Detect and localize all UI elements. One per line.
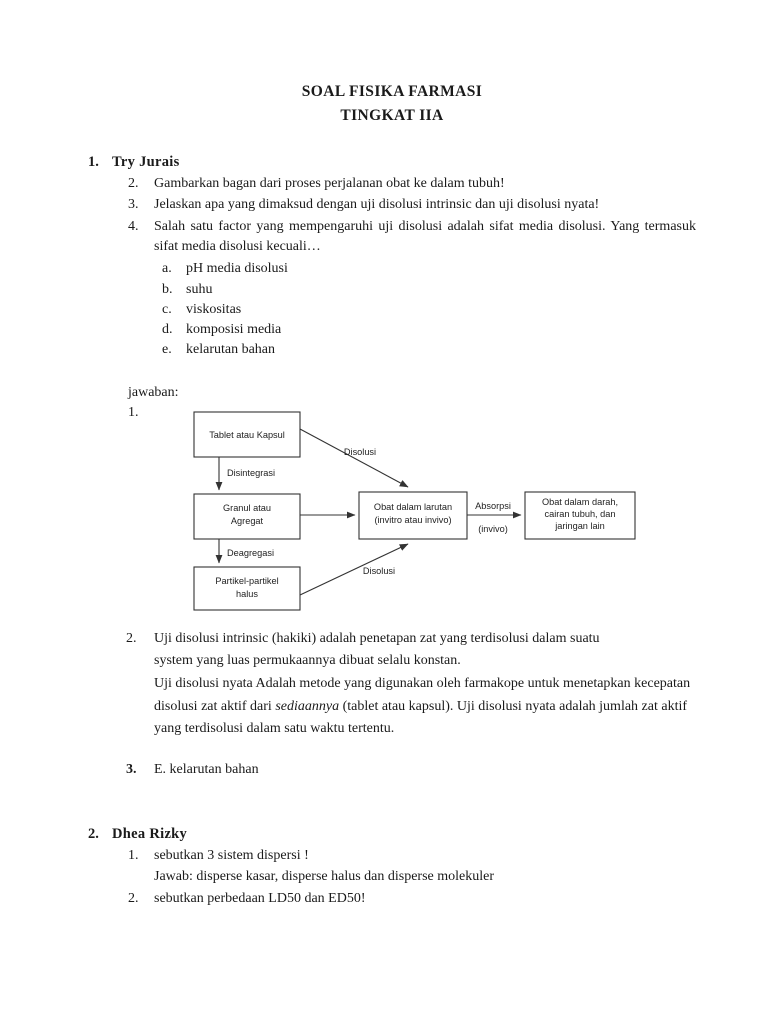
section-number: 2. <box>88 826 99 843</box>
option-marker: a. <box>162 261 172 277</box>
answer-marker: 2. <box>126 630 137 646</box>
edge-label-deagregasi: Deagregasi <box>227 547 274 558</box>
label-partikel-line-1: Partikel-partikel <box>215 575 279 586</box>
edge-label-disolusi-bottom: Disolusi <box>362 565 396 576</box>
arrow-disolusi-tablet <box>300 429 408 487</box>
label-partikel-line-2: halus <box>236 588 258 599</box>
diagram-svg <box>180 407 650 612</box>
question-text: Salah satu factor yang mempengaruhi uji disolusi adalah sifat media disolusi. Yang termasuk sifat media disolusi kecuali… <box>154 218 696 254</box>
answer-marker: 3. <box>126 762 137 778</box>
answer-number: 1. <box>128 404 139 420</box>
option-marker: d. <box>162 322 173 338</box>
option-marker: e. <box>162 342 172 358</box>
question-item <box>128 846 696 866</box>
question-text: Jelaskan apa yang dimaksud dengan uji disolusi intrinsic dan uji disolusi nyata! <box>154 197 600 213</box>
option-item-a <box>162 259 696 279</box>
option-marker: b. <box>162 281 173 297</box>
option-item-c <box>162 300 696 320</box>
section-name: Try Jurais <box>112 154 180 171</box>
question-marker: 2. <box>128 890 139 906</box>
label-granul-line-2: Agregat <box>230 515 264 526</box>
option-marker: c. <box>162 301 172 317</box>
inline-answer-text: Jawab: disperse kasar, disperse halus dan disperse molekuler <box>154 869 495 885</box>
label-obat-darah-line-3: jaringan lain <box>555 520 605 531</box>
label-obat-larutan-line-2: (invitro atau invivo) <box>374 514 452 525</box>
question-marker: 2. <box>128 176 139 192</box>
question-marker: 1. <box>128 848 139 864</box>
option-item-e <box>162 340 696 360</box>
label-obat-larutan-line-1: Obat dalam larutan <box>373 501 453 512</box>
drug-absorption-flow-diagram <box>180 407 650 612</box>
edge-label-disintegrasi: Disintegrasi <box>227 467 275 478</box>
answer-line-3b: (tablet atau kapsul). Uji disolusi nyata adalah jumlah zat aktif yang terdisolusi dalam satu waktu tertentu. <box>154 698 688 737</box>
answer-body <box>154 628 696 741</box>
question-list-section-2 <box>128 846 696 909</box>
option-list <box>162 259 696 360</box>
answer-line-2: system yang luas permukaannya dibuat selalu konstan. <box>154 653 461 669</box>
section-name: Dhea Rizky <box>112 826 188 843</box>
answer-text: E. kelarutan bahan <box>154 762 259 778</box>
answer-item-3 <box>126 759 696 780</box>
inline-answer-item <box>128 867 696 887</box>
section-heading-try-jurais <box>88 154 696 171</box>
question-text: sebutkan 3 sistem dispersi ! <box>154 848 309 864</box>
question-list-section-1 <box>128 174 696 361</box>
answer-line-1: Uji disolusi intrinsic (hakiki) adalah penetapan zat yang terdisolusi dalam suatu <box>154 630 600 646</box>
question-marker: 4. <box>128 218 139 234</box>
document-title: SOAL FISIKA FARMASI <box>301 83 483 100</box>
option-text: viskositas <box>186 301 242 317</box>
option-text: kelarutan bahan <box>186 342 276 358</box>
option-item-b <box>162 280 696 300</box>
label-granul-line-1: Granul atau <box>222 502 272 513</box>
edge-label-absorpsi-sub: (invivo) <box>478 523 508 534</box>
answer-item-2 <box>126 628 696 741</box>
edge-label-absorpsi: Absorpsi <box>475 500 511 511</box>
option-text: pH media disolusi <box>186 261 288 277</box>
section-number: 1. <box>88 154 99 171</box>
option-text: komposisi media <box>186 322 282 338</box>
option-text: suhu <box>186 281 213 297</box>
question-item <box>128 174 696 194</box>
answer-label: jawaban: <box>128 384 179 400</box>
section-heading-dhea-rizky <box>88 826 696 843</box>
document-subtitle: TINGKAT IIA <box>340 107 444 125</box>
question-text: Gambarkan bagan dari proses perjalanan obat ke dalam tubuh! <box>154 176 505 192</box>
label-tablet-atau-kapsul: Tablet atau Kapsul <box>209 429 285 440</box>
edge-label-disolusi-top: Disolusi <box>343 446 377 457</box>
question-item <box>128 217 696 258</box>
answer-line-3a: Uji disolusi nyata Adalah metode yang digunakan oleh farmakope untuk menetapkan kecepatan disolusi zat aktif dari <box>154 676 691 714</box>
question-marker: 3. <box>128 197 139 213</box>
section-spacer <box>88 780 696 826</box>
answer-line-3-italic: sediaannya <box>275 698 340 714</box>
question-text: sebutkan perbedaan LD50 dan ED50! <box>154 890 366 906</box>
question-item <box>128 195 696 215</box>
answer-block <box>126 628 696 741</box>
option-item-d <box>162 320 696 340</box>
question-item <box>128 889 696 909</box>
label-obat-darah-line-1: Obat dalam darah, <box>541 496 619 507</box>
label-obat-darah-line-2: cairan tubuh, dan <box>544 508 616 519</box>
